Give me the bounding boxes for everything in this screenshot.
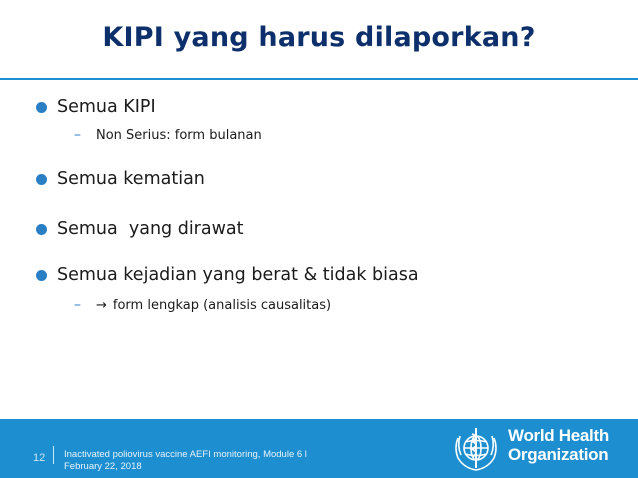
- bullet-text: Semua yang dirawat: [57, 219, 244, 239]
- sub-bullet-item: [74, 124, 618, 146]
- sub-bullet-text: Non Serius: form bulanan: [96, 127, 262, 143]
- bullet-item: [28, 94, 618, 120]
- bullet-dot-icon: [36, 270, 47, 281]
- dash-icon: –: [74, 297, 81, 313]
- sub-bullet-item: [74, 294, 618, 316]
- who-emblem-icon: [448, 424, 504, 474]
- bullet-text: Semua kejadian yang berat & tidak biasa: [57, 265, 419, 285]
- bullet-dot-icon: [36, 102, 47, 113]
- bullet-item: [28, 216, 618, 242]
- org-name-line2: Organization: [508, 445, 609, 464]
- arrow-right-icon: →: [96, 297, 107, 313]
- footer-module-line: Inactivated poliovirus vaccine AEFI monitoring, Module 6 l: [64, 449, 307, 460]
- footer-date: February 22, 2018: [64, 461, 142, 472]
- page-number-separator: [53, 446, 54, 464]
- sub-bullet-text: form lengkap (analisis causalitas): [112, 297, 332, 313]
- dash-icon: –: [74, 127, 81, 143]
- page-number: 12: [33, 452, 46, 464]
- footer-caption: [64, 449, 307, 473]
- title-divider: [0, 78, 638, 80]
- bullet-dot-icon: [36, 224, 47, 235]
- bullet-list: [28, 94, 618, 316]
- bullet-text: Semua KIPI: [57, 97, 156, 117]
- bullet-text: Semua kematian: [57, 169, 205, 189]
- who-logo-text: [508, 426, 609, 464]
- bullet-item: [28, 166, 618, 192]
- org-name-line1: World Health: [508, 426, 609, 445]
- slide-title: KIPI yang harus dilaporkan?: [102, 22, 536, 53]
- bullet-item: [28, 262, 618, 288]
- bullet-dot-icon: [36, 174, 47, 185]
